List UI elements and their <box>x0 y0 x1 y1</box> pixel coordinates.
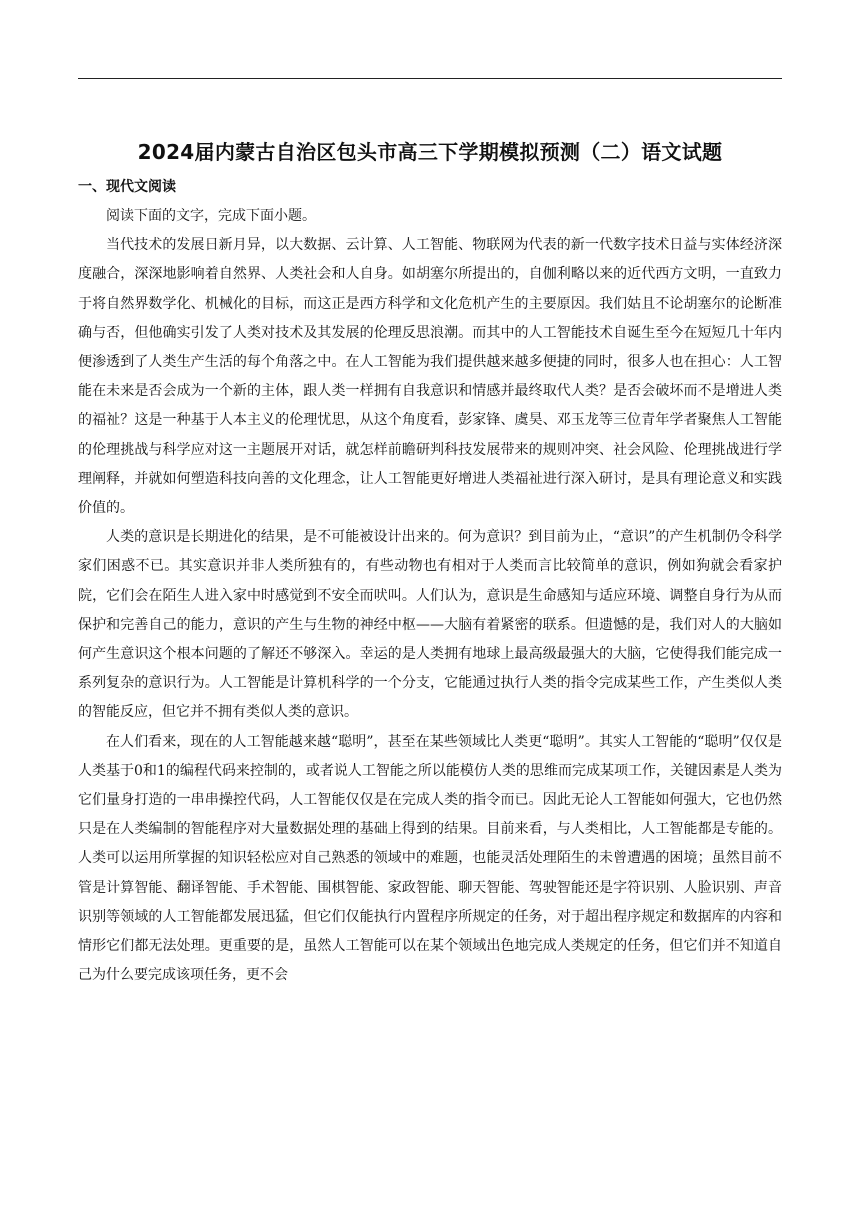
paragraph: 在人们看来，现在的人工智能越来越“聪明”，甚至在某些领域比人类更“聪明”。其实人工智能的“聪明”仅仅是人类基于0和1的编程代码来控制的，或者说人工智能之所以能模仿人类的思维而完成某项工作，关键因素是人类为它们量身打造的一串串操控代码，人工智能仅仅是在完成人类的指令而已。因此无论人工智能如何强大，它也仍然只是在人类编制的智能程序对大量数据处理的基础上得到的结果。目前来看，与人类相比，人工智能都是专能的。人类可以运用所掌握的知识轻松应对自己熟悉的领域中的难题，也能灵活处理陌生的未曾遭遇的困境；虽然目前不管是计算智能、翻译智能、手术智能、围棋智能、家政智能、聊天智能、驾驶智能还是字符识别、人脸识别、声音识别等领域的人工智能都发展迅猛，但它们仅能执行内置程序所规定的任务，对于超出程序规定和数据库的内容和情形它们都无法处理。更重要的是，虽然人工智能可以在某个领域出色地完成人类规定的任务，但它们并不知道自己为什么要完成该项任务，更不会 <box>78 733 782 984</box>
paragraph: 人类的意识是长期进化的结果，是不可能被设计出来的。何为意识？到目前为止，“意识”的产生机制仍令科学家们困惑不已。其实意识并非人类所独有的，有些动物也有相对于人类而言比较简单的意识，例如狗就会看家护院，它们会在陌生人进入家中时感觉到不安全而吠叫。人们认为，意识是生命感知与适应环境、调整自身行为从而保护和完善自己的能力，意识的产生与生物的神经中枢——大脑有着紧密的联系。但遗憾的是，我们对人的大脑如何产生意识这个根本问题的了解还不够深入。幸运的是人类拥有地球上最高级最强大的大脑，它使得我们能完成一系列复杂的意识行为。人工智能是计算机科学的一个分支，它能通过执行人类的指令完成某些工作，产生类似人类的智能反应，但它并不拥有类似人类的意识。 <box>78 529 782 721</box>
paragraph: 当代技术的发展日新月异，以大数据、云计算、人工智能、物联网为代表的新一代数字技术日益与实体经济深度融合，深深地影响着自然界、人类社会和人自身。如胡塞尔所提出的，自伽利略以来的近代西方文明，一直致力于将自然界数学化、机械化的目标，而这正是西方科学和文化危机产生的主要原因。我们姑且不论胡塞尔的论断准确与否，但他确实引发了人类对技术及其发展的伦理反思浪潮。而其中的人工智能技术自诞生至今在短短几十年内便渗透到了人类生产生活的每个角落之中。在人工智能为我们提供越来越多便捷的同时，很多人也在担心：人工智能在未来是否会成为一个新的主体，跟人类一样拥有自我意识和情感并最终取代人类？是否会破坏而不是增进人类的福祉？这是一种基于人本主义的伦理忧思，从这个角度看，彭家锋、虞昊、邓玉龙等三位青年学者聚焦人工智能的伦理挑战与科学应对这一主题展开对话，就怎样前瞻研判科技发展带来的规则冲突、社会风险、伦理挑战进行学理阐释，并就如何塑造科技向善的文化理念，让人工智能更好增进人类福祉进行深入研讨，是具有理论意义和实践价值的。 <box>78 237 782 517</box>
header-rule <box>78 78 782 79</box>
instruction-text: 阅读下面的文字，完成下面小题。 <box>106 208 316 224</box>
section-heading: 一、现代文阅读 <box>78 179 176 195</box>
reading-passage <box>78 202 782 990</box>
page-title: 2024届内蒙古自治区包头市高三下学期模拟预测（二）语文试题 <box>137 140 723 164</box>
